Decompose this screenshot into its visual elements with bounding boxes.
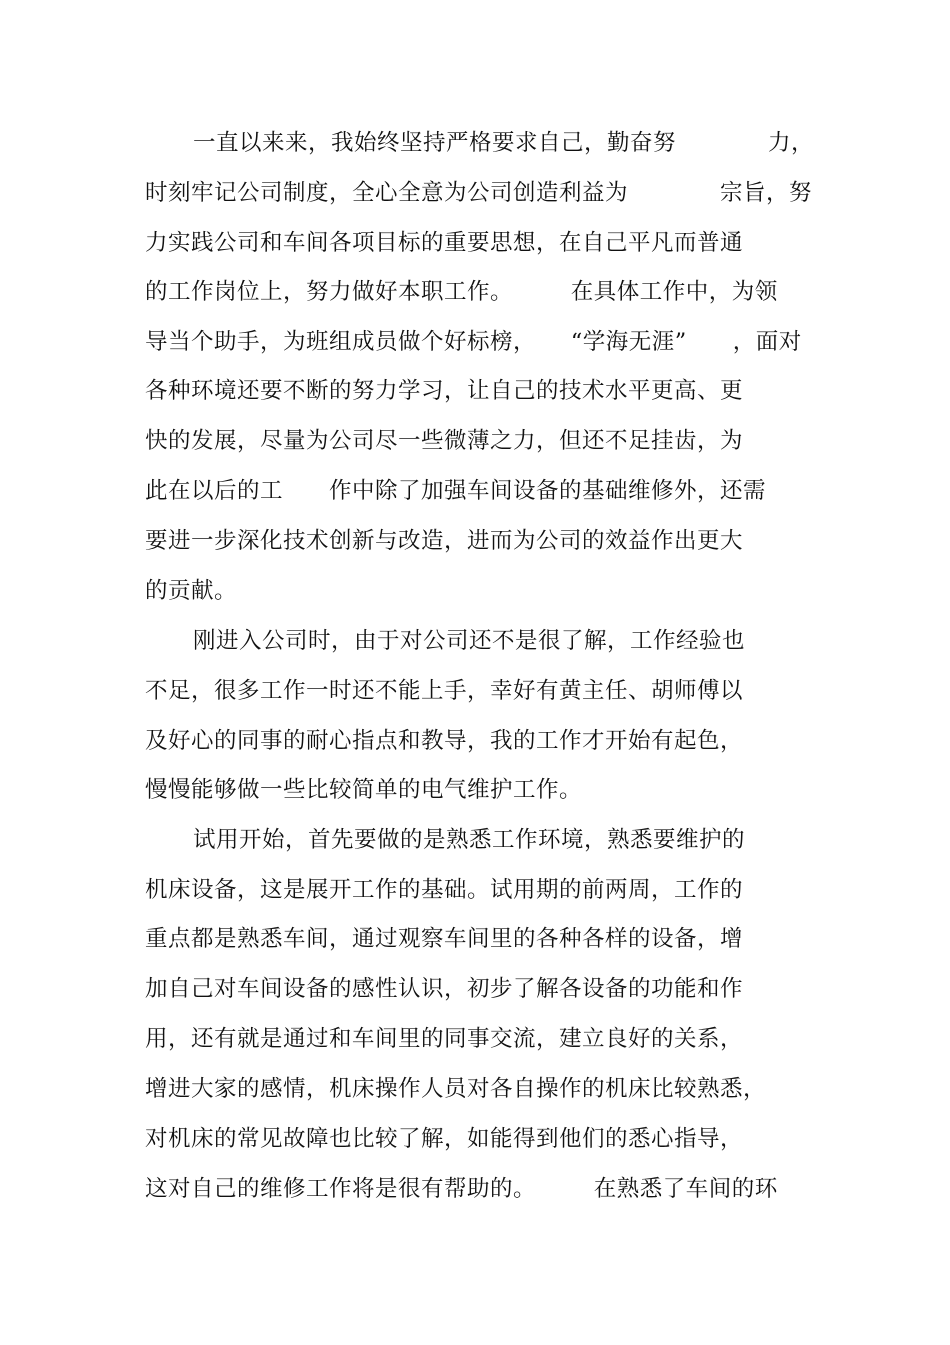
text-line-16: 机床设备，这是展开工作的基础。试用期的前两周，工作的 — [145, 877, 744, 903]
text-line-6: 各种环境还要不断的努力学习，让自己的技术水平更高、更 — [145, 378, 744, 404]
text-line-18: 加自己对车间设备的感性认识，初步了解各设备的功能和作 — [145, 976, 744, 1002]
text-line-11: 刚进入公司时，由于对公司还不是很了解，工作经验也 — [193, 628, 746, 654]
text-line-13: 及好心的同事的耐心指点和教导，我的工作才开始有起色， — [145, 728, 744, 754]
text-line-19: 用，还有就是通过和车间里的同事交流，建立良好的关系， — [145, 1026, 744, 1052]
text-line-3: 力实践公司和车间各项目标的重要思想，在自己平凡而普通 — [145, 230, 744, 256]
text-line-10: 的贡献。 — [145, 578, 238, 604]
text-line-7: 快的发展，尽量为公司尽一些微薄之力，但还不足挂齿，为 — [145, 428, 744, 454]
text-line-21: 对机床的常见故障也比较了解，如能得到他们的悉心指导， — [145, 1126, 744, 1152]
text-line-4: 的工作岗位上，努力做好本职工作。 在具体工作中，为领 — [145, 279, 778, 305]
text-line-2: 时刻牢记公司制度，全心全意为公司创造利益为 宗旨，努 — [145, 180, 813, 206]
text-line-5: 导当个助手，为班组成员做个好标榜， “学海无涯” ，面对 — [145, 329, 802, 355]
text-line-15: 试用开始，首先要做的是熟悉工作环境，熟悉要维护的 — [193, 827, 746, 853]
text-line-22: 这对自己的维修工作将是很有帮助的。 在熟悉了车间的环 — [145, 1176, 778, 1202]
text-line-8: 此在以后的工 作中除了加强车间设备的基础维修外，还需 — [145, 478, 767, 504]
text-line-1: 一直以来来，我始终坚持严格要求自己，勤奋努 力， — [193, 130, 815, 156]
text-line-20: 增进大家的感情，机床操作人员对各自操作的机床比较熟悉， — [145, 1076, 767, 1102]
text-line-14: 慢慢能够做一些比较简单的电气维护工作。 — [145, 777, 583, 803]
text-line-12: 不足，很多工作一时还不能上手，幸好有黄主任、胡师傅以 — [145, 678, 744, 704]
text-line-9: 要进一步深化技术创新与改造，进而为公司的效益作出更大 — [145, 528, 744, 554]
text-line-17: 重点都是熟悉车间，通过观察车间里的各种各样的设备，增 — [145, 926, 744, 952]
